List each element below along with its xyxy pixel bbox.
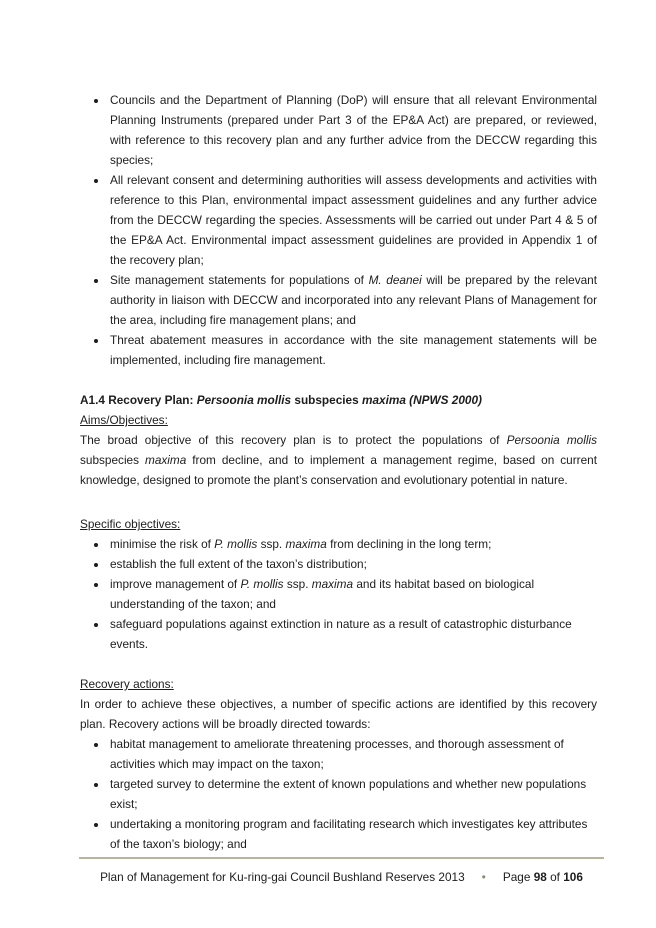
list-item: • Site management statements for populations of M. deanei will be prepared by the relevant authority in liaison with DECCW and incorporated into any relevant Plans of Management for the area, including fire management plans; and — [108, 270, 597, 330]
footer-doc-title: Plan of Management for Ku-ring-gai Council Bushland Reserves 2013 — [100, 870, 465, 884]
list-item: • Threat abatement measures in accordance with the site management statements will be implemented, including fire management. — [108, 330, 597, 370]
recovery-actions-list — [80, 734, 597, 854]
list-item: • undertaking a monitoring program and facilitating research which investigates key attributes of the taxon’s biology; and — [108, 814, 597, 854]
list-item: • improve management of P. mollis ssp. maxima and its habitat based on biological understanding of the taxon; and — [108, 574, 597, 614]
list-item: • establish the full extent of the taxon’s distribution; — [108, 554, 597, 574]
footer-page-indicator: Page 98 of 106 — [502, 870, 583, 884]
policy-bullet-list — [80, 90, 597, 370]
list-item: • minimise the risk of P. mollis ssp. maxima from declining in the long term; — [108, 534, 597, 554]
recovery-actions-heading: Recovery actions: — [80, 677, 174, 691]
aims-objectives-heading: Aims/Objectives: — [80, 413, 168, 427]
list-item: • targeted survey to determine the extent of known populations and whether new populations exist; — [108, 774, 597, 814]
list-item: • habitat management to ameliorate threatening processes, and thorough assessment of activities which may impact on the taxon; — [108, 734, 597, 774]
list-item: • All relevant consent and determining authorities will assess developments and activities with reference to this Plan, environmental impact assessment guidelines and any further advice from the DECCW regarding the species. Assessments will be carried out under Part 4 & 5 of the EP&A Act. Environmental impact assessment guidelines are provided in Appendix 1 of the recovery plan; — [108, 170, 597, 270]
aims-paragraph: The broad objective of this recovery plan is to protect the populations of Persoonia mollis subspecies maxima from decline, and to implement a management regime, based on current knowledge, designed to promote the plant’s conservation and evolutionary potential in nature. — [80, 433, 597, 487]
page-footer — [79, 857, 604, 887]
footer-separator-dot: • — [481, 870, 486, 884]
section-heading-a1-4: A1.4 Recovery Plan: Persoonia mollis subspecies maxima (NPWS 2000) — [80, 393, 482, 407]
specific-objectives-list — [80, 534, 597, 654]
list-item: • Councils and the Department of Planning (DoP) will ensure that all relevant Environmental Planning Instruments (prepared under Part 3 of the EP&A Act) are prepared, or reviewed, with reference to this recovery plan and any further advice from the DECCW regarding this species; — [108, 90, 597, 170]
recovery-intro-paragraph: In order to achieve these objectives, a number of specific actions are identified by this recovery plan. Recovery actions will be broadly directed towards: — [80, 697, 597, 731]
list-item: • safeguard populations against extinction in nature as a result of catastrophic disturbance events. — [108, 614, 597, 654]
specific-objectives-heading: Specific objectives: — [80, 517, 181, 531]
